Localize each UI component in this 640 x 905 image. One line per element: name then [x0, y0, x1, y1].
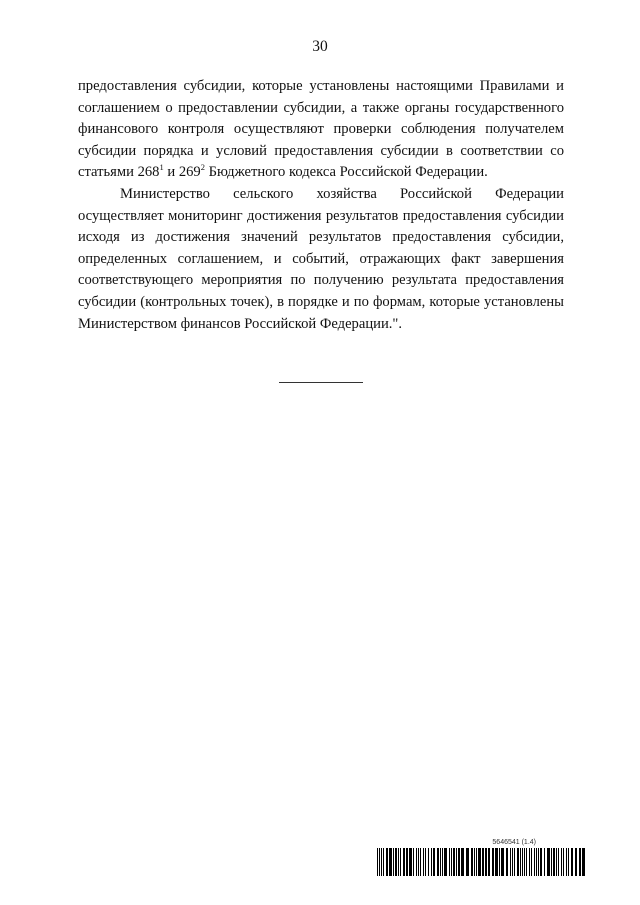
barcode-bar [553, 848, 555, 876]
barcode-bar [476, 848, 477, 876]
barcode-bar [416, 848, 417, 876]
barcode-bar [506, 848, 508, 876]
barcode-bar [536, 848, 537, 876]
barcode-bar [492, 848, 494, 876]
barcode-bar [431, 848, 432, 876]
barcode-bar [582, 848, 585, 876]
barcode-bar [393, 848, 394, 876]
barcode-bar [538, 848, 539, 876]
barcode-bar [495, 848, 498, 876]
barcode-bar [544, 848, 545, 876]
barcode-bar [423, 848, 424, 876]
barcode-bar [563, 848, 564, 876]
barcode-bar [444, 848, 447, 876]
barcode-bar [529, 848, 530, 876]
barcode-bar [466, 848, 469, 876]
barcode-bar [531, 848, 532, 876]
barcode-bar [571, 848, 573, 876]
barcode-bar [418, 848, 419, 876]
barcode-bar [379, 848, 380, 876]
barcode-bar [501, 848, 504, 876]
barcode-bar [488, 848, 490, 876]
barcode-bar [409, 848, 412, 876]
barcode [377, 848, 587, 876]
barcode-bar [386, 848, 388, 876]
barcode-bar [522, 848, 523, 876]
article-superscript-1: 1 [159, 162, 164, 173]
barcode-bar [389, 848, 392, 876]
barcode-bar [403, 848, 405, 876]
barcode-bar [561, 848, 562, 876]
barcode-bar [579, 848, 581, 876]
page-number: 30 [312, 38, 328, 55]
barcode-bar [512, 848, 513, 876]
barcode-bar [517, 848, 519, 876]
barcode-bar [456, 848, 457, 876]
barcode-bar [566, 848, 567, 876]
barcode-bar [425, 848, 426, 876]
barcode-bar [471, 848, 473, 876]
barcode-bar [556, 848, 557, 876]
barcode-bar [413, 848, 414, 876]
barcode-bar [482, 848, 484, 876]
barcode-bar [534, 848, 535, 876]
end-separator-line [279, 382, 363, 383]
barcode-bar [524, 848, 525, 876]
barcode-bar [398, 848, 399, 876]
barcode-bar [474, 848, 475, 876]
barcode-bar [485, 848, 487, 876]
barcode-bar [440, 848, 441, 876]
barcode-bar [558, 848, 559, 876]
barcode-bar [420, 848, 421, 876]
barcode-bar [526, 848, 527, 876]
barcode-bar [575, 848, 577, 876]
article-superscript-2: 2 [200, 162, 205, 173]
paragraph-monitoring: Министерство сельского хозяйства Российской Федерации осуществляет мониторинг достижения результатов предоставления субсидии исходя из достижения значений результатов предоставления субсидии, определенных соглашением, и событий, отражающих факт завершения соответствующего мероприятия по получению результата предоставления субсидии (контрольных точек), в порядке и по формам, которые установлены Министерством финансов Российской Федерации.". [78, 185, 564, 332]
document-code: 5646541 (1.4) [492, 839, 536, 846]
barcode-bar [381, 848, 382, 876]
barcode-bar [510, 848, 511, 876]
barcode-bar [568, 848, 569, 876]
barcode-bar [461, 848, 464, 876]
barcode-bar [383, 848, 384, 876]
barcode-bar [449, 848, 450, 876]
barcode-bar [540, 848, 542, 876]
barcode-bar [458, 848, 460, 876]
barcode-bar [433, 848, 435, 876]
barcode-bar [395, 848, 397, 876]
barcode-bar [442, 848, 443, 876]
barcode-bar [437, 848, 439, 876]
barcode-bar [499, 848, 500, 876]
barcode-bar [520, 848, 521, 876]
barcode-bar [406, 848, 408, 876]
barcode-bar [551, 848, 552, 876]
barcode-bar [428, 848, 429, 876]
barcode-bar [453, 848, 455, 876]
barcode-bar [400, 848, 401, 876]
document-body [78, 76, 564, 335]
barcode-bar [547, 848, 550, 876]
barcode-bar [451, 848, 452, 876]
barcode-bar [377, 848, 378, 876]
barcode-bar [478, 848, 481, 876]
barcode-bar [514, 848, 515, 876]
paragraph-continuation: предоставления субсидии, которые установлены настоящими Правилами и соглашением о предоставлении субсидии, а также органы государственного финансового контроля осуществляют проверки соблюдения получателем субсидии порядка и условий предоставления субсидии в соответствии со статьями $268^1$ и $269^2$ Бюджетного кодекса Российской Федерации. [78, 78, 564, 181]
